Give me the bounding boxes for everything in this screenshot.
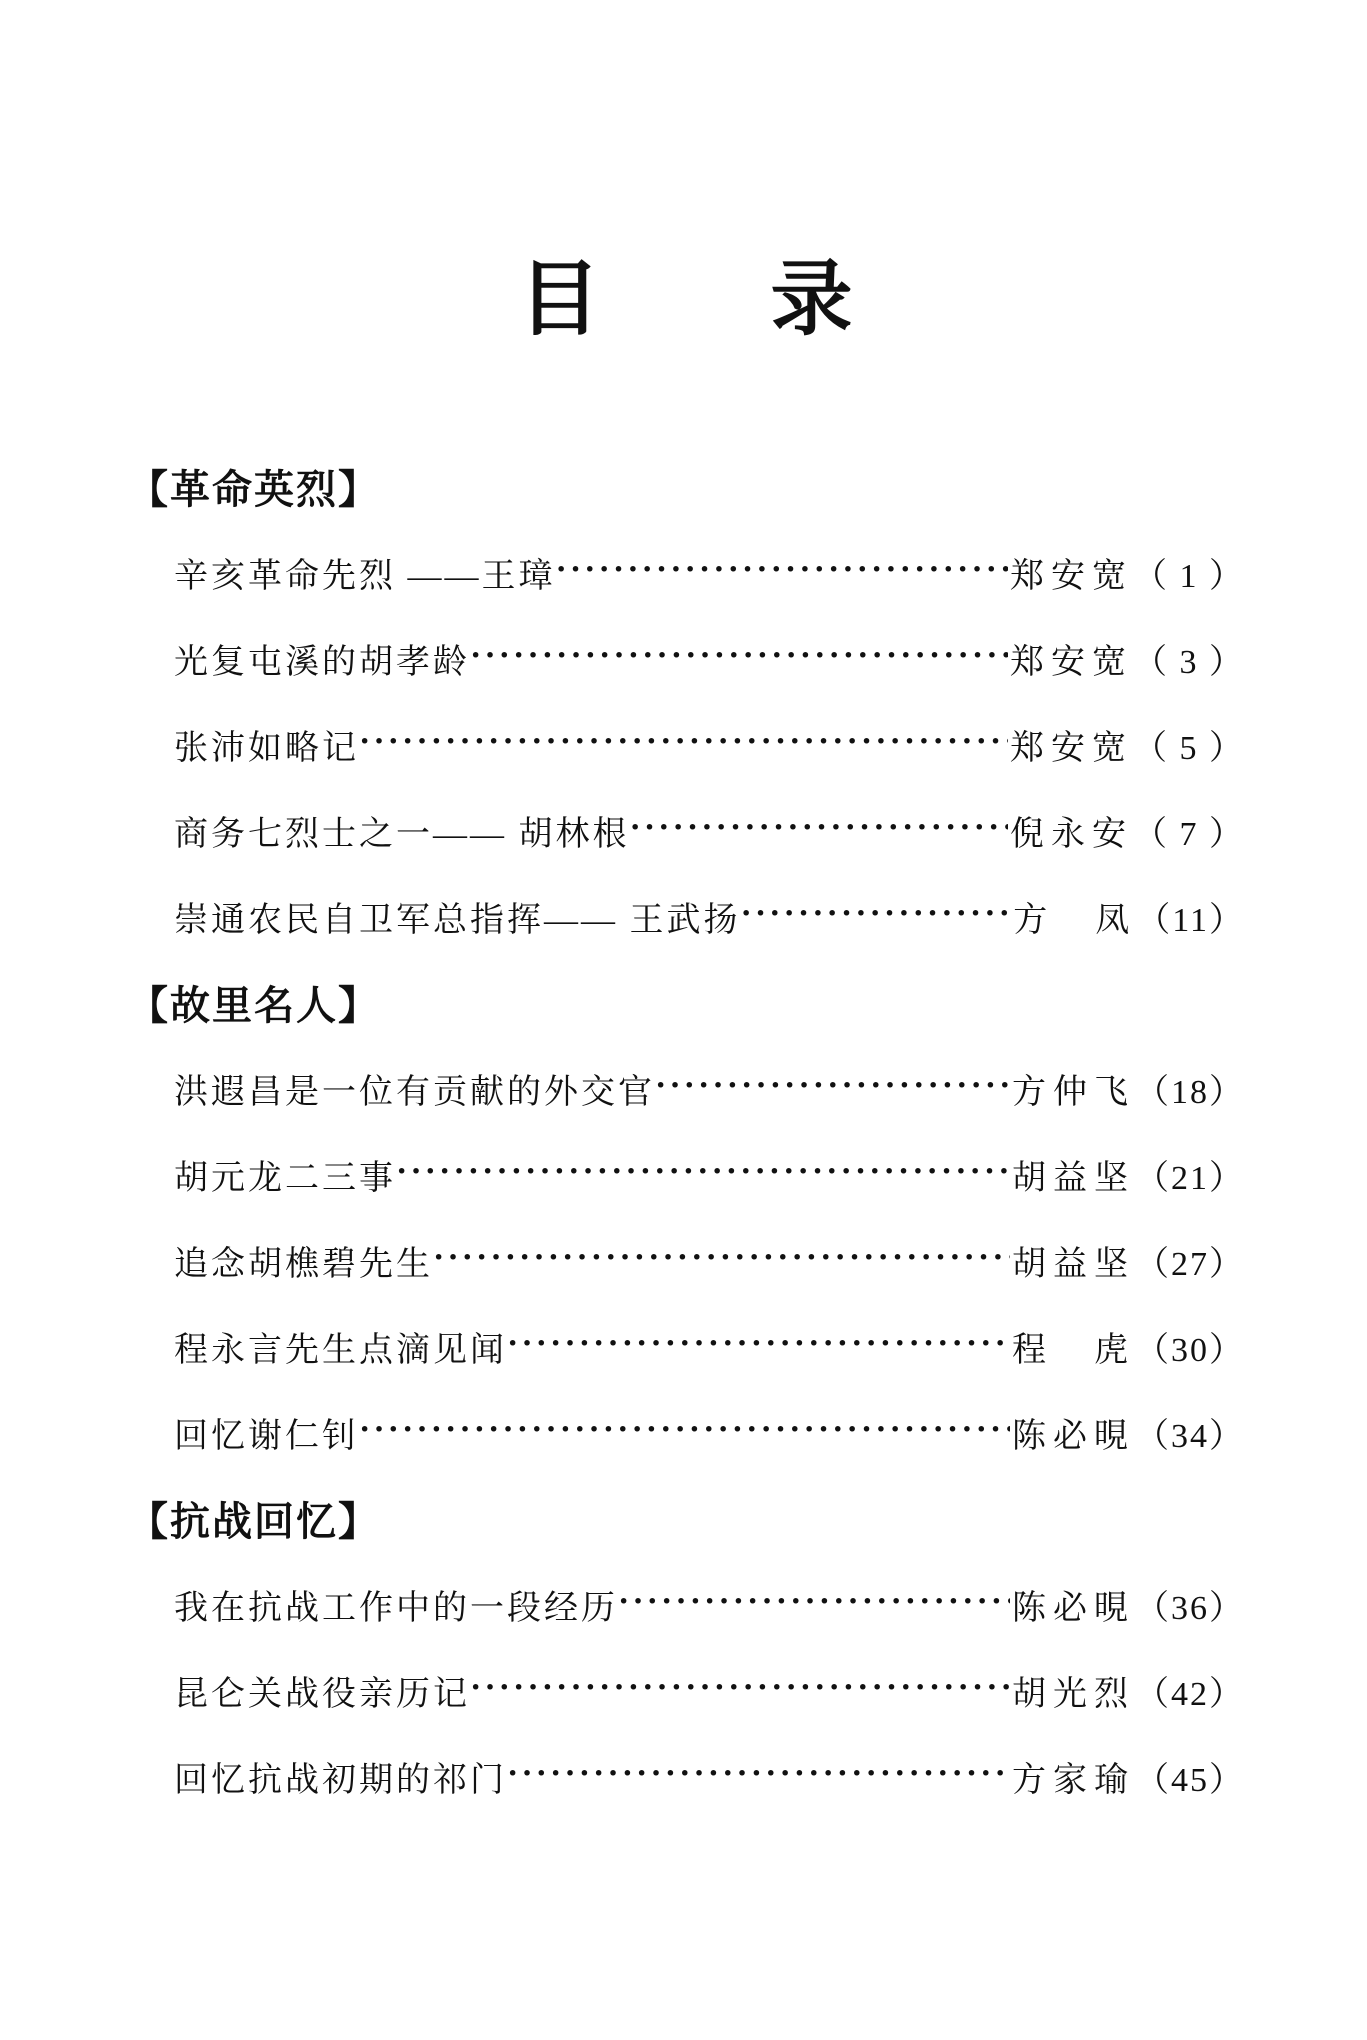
toc-entry (128, 1217, 1245, 1303)
dot-leader (507, 1327, 1010, 1361)
entry-title: 胡元龙二三事 (174, 1159, 396, 1197)
entry-title: 追念胡樵碧先生 (174, 1245, 433, 1283)
entry-title: 回忆抗战初期的祁门 (174, 1761, 507, 1799)
dot-leader (630, 811, 1009, 845)
dot-leader (433, 1241, 1010, 1275)
dot-leader (359, 725, 1008, 759)
toc-entry (128, 1561, 1245, 1647)
toc-entry (128, 615, 1245, 701)
entry-page-number: （42） (1135, 1675, 1245, 1713)
toc-entry (128, 1303, 1245, 1389)
entry-page-number: （21） (1135, 1159, 1245, 1197)
entry-author: 程 虎 (1012, 1331, 1135, 1369)
toc-entry (128, 701, 1245, 787)
section-header-war-memories: 【抗战回忆】 (128, 1498, 380, 1544)
entry-author: 郑安宽 (1010, 729, 1133, 767)
dot-leader (396, 1155, 1010, 1189)
entry-title: 张沛如略记 (174, 729, 359, 767)
dot-leader (741, 897, 1012, 931)
entry-author: 方 凤 (1013, 901, 1137, 939)
toc-entry (128, 873, 1245, 959)
entry-title: 程永言先生点滴见闻 (174, 1331, 507, 1369)
entry-author: 倪永安 (1010, 815, 1133, 853)
toc-entry (128, 1045, 1245, 1131)
entry-author: 郑安宽 (1010, 643, 1133, 681)
entry-page-number: （11） (1136, 901, 1245, 939)
toc-entry (128, 1389, 1245, 1475)
toc-entry (128, 529, 1245, 615)
dot-leader (556, 553, 1009, 587)
toc-entry (128, 1647, 1245, 1733)
dot-leader (359, 1413, 1010, 1447)
entry-title: 我在抗战工作中的一段经历 (174, 1589, 618, 1627)
entry-page-number: （ 7 ） (1133, 815, 1245, 853)
entry-title: 商务七烈士之一—— 胡林根 (174, 815, 630, 853)
entry-title: 光复屯溪的胡孝龄 (174, 643, 470, 681)
entry-page-number: （45） (1135, 1761, 1245, 1799)
dot-leader (507, 1757, 1010, 1791)
entry-page-number: （27） (1135, 1245, 1245, 1283)
entry-author: 胡益坚 (1012, 1245, 1135, 1283)
dot-leader (470, 639, 1008, 673)
entry-author: 方仲飞 (1012, 1073, 1135, 1111)
entry-title: 回忆谢仁钊 (174, 1417, 359, 1455)
toc-entry (128, 1131, 1245, 1217)
section-header-revolutionary-martyrs: 【革命英烈】 (128, 466, 380, 512)
toc-entry (128, 1733, 1245, 1819)
entry-page-number: （ 1 ） (1133, 557, 1245, 595)
toc-entry (128, 787, 1245, 873)
entry-author: 胡光烈 (1012, 1675, 1135, 1713)
section-header-hometown-notables: 【故里名人】 (128, 982, 380, 1028)
entry-page-number: （30） (1135, 1331, 1245, 1369)
entry-title: 辛亥革命先烈 ——王璋 (174, 557, 556, 595)
entry-page-number: （ 3 ） (1133, 643, 1245, 681)
dot-leader (618, 1585, 1010, 1619)
entry-title: 昆仑关战役亲历记 (174, 1675, 470, 1713)
entry-author: 陈必晛 (1012, 1417, 1135, 1455)
entry-author: 胡益坚 (1012, 1159, 1135, 1197)
entry-title: 崇通农民自卫军总指挥—— 王武扬 (174, 901, 741, 939)
entry-page-number: （34） (1135, 1417, 1245, 1455)
dot-leader (470, 1671, 1010, 1705)
entry-title: 洪遐昌是一位有贡献的外交官 (174, 1073, 655, 1111)
entry-author: 陈必晛 (1012, 1589, 1135, 1627)
dot-leader (655, 1069, 1010, 1103)
entry-page-number: （18） (1135, 1073, 1245, 1111)
entry-page-number: （36） (1135, 1589, 1245, 1627)
entry-author: 方家瑜 (1012, 1761, 1135, 1799)
entry-author: 郑安宽 (1010, 557, 1133, 595)
page-title: 目 录 (518, 254, 855, 345)
entry-page-number: （ 5 ） (1133, 729, 1245, 767)
